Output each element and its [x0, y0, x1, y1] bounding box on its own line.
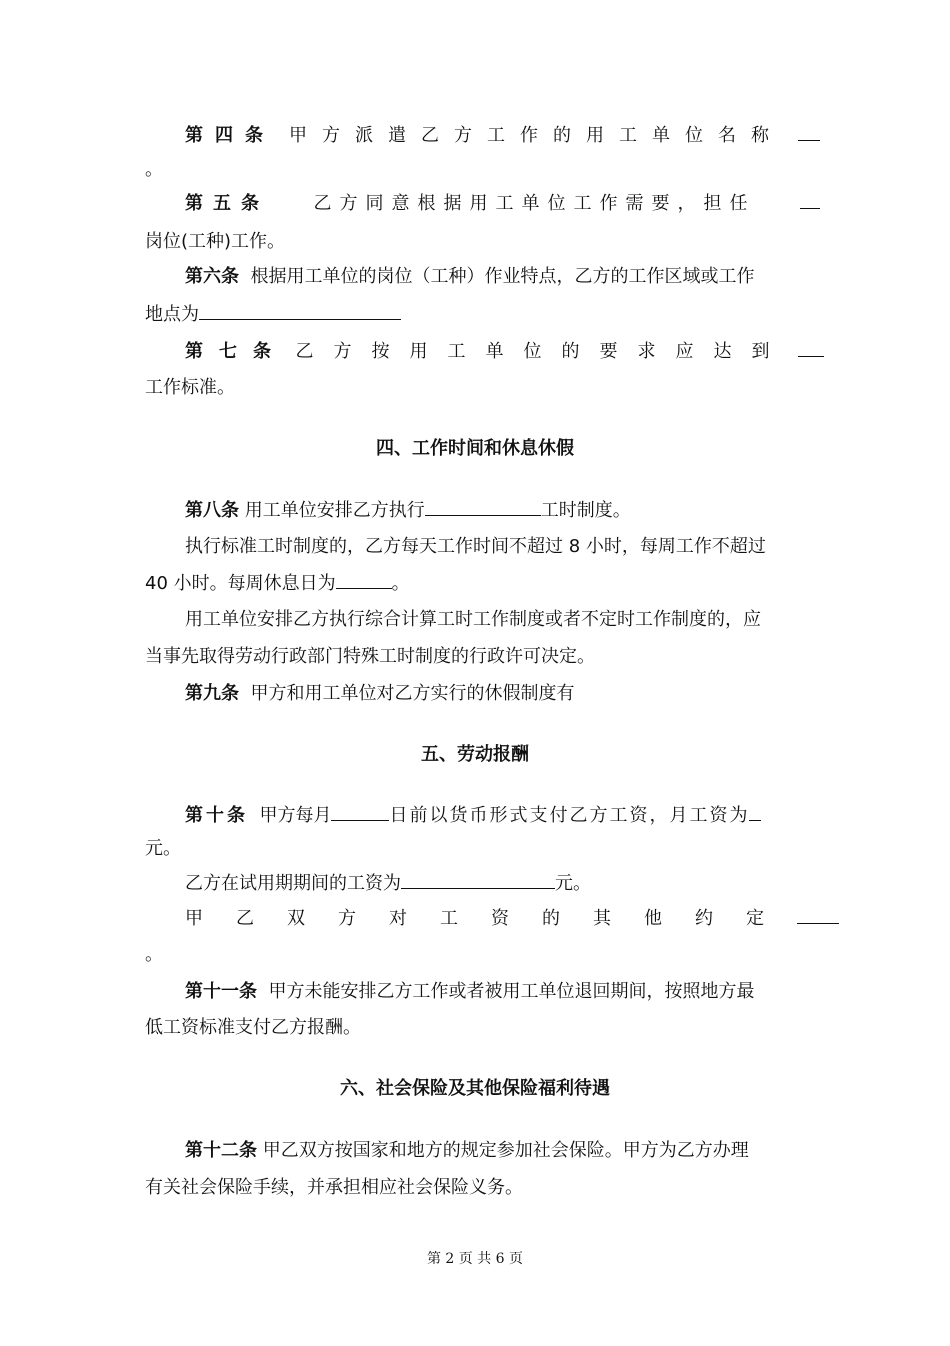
article-11 [185, 979, 754, 1005]
section-5-heading: 五、劳动报酬 [421, 744, 529, 765]
article-7-text: 乙方按用工单位的要求应达到 [295, 341, 790, 362]
probation-wage-text: 乙方在试用期期间的工资为 [185, 873, 401, 894]
position-blank [800, 190, 820, 209]
article-5-line2: 岗位(工种)工作。 [145, 231, 286, 252]
work-hours-blank [425, 497, 541, 516]
article-4-text: 甲方派遣乙方工作的用工单位名称 [289, 125, 784, 146]
article-7 [185, 338, 824, 365]
rest-day-blank [336, 570, 392, 589]
article-8-before: 用工单位安排乙方执行 [244, 500, 425, 521]
rest-day-end: 。 [391, 573, 410, 594]
standard-hours-line2 [145, 570, 410, 597]
pay-day-blank [331, 802, 389, 821]
article-10-mid: 日前以货币形式支付乙方工资，月工资为 [389, 805, 750, 826]
article-8-label: 第八条 [185, 500, 239, 521]
article-7-line2: 工作标准。 [145, 377, 235, 398]
article-10-line2: 元。 [145, 838, 181, 859]
article-10 [185, 802, 761, 829]
employer-name-blank [798, 122, 820, 141]
probation-wage-end: 元。 [555, 873, 591, 894]
article-8 [185, 497, 631, 524]
page-footer: 第 2 页 共 6 页 [426, 1251, 524, 1267]
other-wage-agreement [185, 905, 839, 932]
work-location-blank [199, 301, 401, 320]
article-4 [185, 122, 820, 149]
article-6-label: 第六条 [185, 266, 239, 287]
other-wage-text: 甲乙双方对工资的其他约定 [185, 908, 797, 929]
section-4-heading: 四、工作时间和休息休假 [376, 438, 574, 459]
article-12-line1: 甲乙双方按国家和地方的规定参加社会保险。甲方为乙方办理 [262, 1140, 749, 1161]
article-11-label: 第十一条 [185, 981, 257, 1002]
section-6-heading: 六、社会保险及其他保险福利待遇 [340, 1078, 610, 1099]
article-12-line2: 有关社会保险手续，并承担相应社会保险义务。 [145, 1177, 523, 1198]
article-9-text: 甲方和用工单位对乙方实行的休假制度有 [250, 683, 575, 704]
article-4-label: 第四条 [185, 125, 275, 146]
work-standard-blank [798, 338, 824, 357]
article-4-end: 。 [145, 159, 163, 180]
article-11-line2: 低工资标准支付乙方报酬。 [145, 1017, 361, 1038]
probation-wage-blank [401, 870, 555, 889]
article-6-line2 [145, 301, 401, 328]
article-7-label: 第七条 [185, 341, 287, 362]
article-9-label: 第九条 [185, 683, 239, 704]
article-6 [185, 264, 754, 290]
work-location-label: 地点为 [145, 304, 199, 325]
standard-hours-line1: 执行标准工时制度的，乙方每天工作时间不超过 8 小时，每周工作不超过 [185, 536, 766, 557]
probation-wage [185, 870, 591, 897]
article-12-label: 第十二条 [185, 1140, 257, 1161]
article-12 [185, 1138, 749, 1164]
article-5-label: 第五条 [185, 193, 269, 214]
article-5-text: 乙方同意根据用工单位工作需要，担任 [313, 193, 756, 214]
article-6-line1: 根据用工单位的岗位（工种）作业特点，乙方的工作区域或工作 [250, 266, 755, 287]
article-8-after: 工时制度。 [540, 500, 631, 521]
article-10-pre: 甲方每月 [259, 805, 332, 826]
monthly-wage-blank [749, 802, 761, 821]
other-wage-end: 。 [145, 944, 163, 965]
article-10-label: 第十条 [185, 805, 248, 826]
article-9 [185, 681, 574, 707]
special-hours-line1: 用工单位安排乙方执行综合计算工时工作制度或者不定时工作制度的，应 [185, 609, 761, 630]
rest-day-text: 40 小时。每周休息日为 [145, 573, 336, 594]
article-11-line1: 甲方未能安排乙方工作或者被用工单位退回期间，按照地方最 [268, 981, 755, 1002]
special-hours-line2: 当事先取得劳动行政部门特殊工时制度的行政许可决定。 [145, 646, 595, 667]
other-wage-blank [797, 905, 839, 924]
article-5 [185, 190, 820, 217]
